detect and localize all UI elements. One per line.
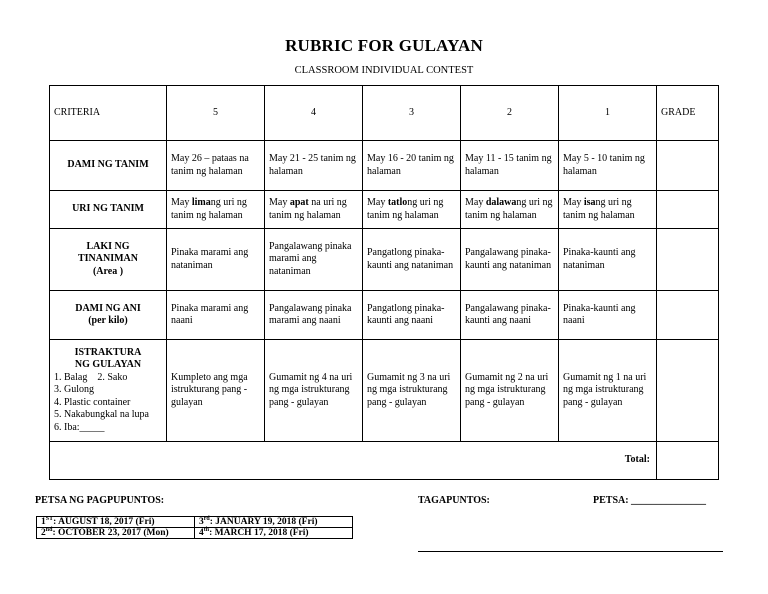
table-row [50,191,719,229]
grade-cell[interactable] [657,191,719,229]
scoring-dates-table [36,516,353,539]
rubric-cell: Pinaka-kaunti ang naani [559,291,657,340]
petsa-ng-pagpupuntos-label: PETSA NG PAGPUPUNTOS: [35,495,165,506]
rubric-cell: Kumpleto ang mga istrukturang pang - gulayan [167,340,265,442]
grade-cell[interactable] [657,229,719,291]
grade-cell[interactable] [657,291,719,340]
rubric-cell: Gumamit ng 2 na uri ng mga istrukturang pang - gulayan [461,340,559,442]
rubric-cell: May 16 - 20 tanim ng halaman [363,141,461,191]
total-label: Total: [50,442,657,480]
score-header-1: 1 [559,86,657,141]
table-row [50,141,719,191]
scoring-date: 2nd: OCTOBER 23, 2017 (Mon) [37,528,195,539]
score-header-4: 4 [265,86,363,141]
rubric-cell: Gumamit ng 4 na uri ng mga istrukturang pang - gulayan [265,340,363,442]
page-title: RUBRIC FOR GULAYAN [285,36,483,55]
rubric-cell: Gumamit ng 1 na uri ng mga istrukturang pang - gulayan [559,340,657,442]
rubric-cell: May 21 - 25 tanim ng halaman [265,141,363,191]
total-value-cell[interactable] [657,442,719,480]
score-header-2: 2 [461,86,559,141]
rubric-cell: Pinaka marami ang naani [167,291,265,340]
rubric-cell: Pangatlong pinaka-kaunti ang naani [363,291,461,340]
criteria-cell: URI NG TANIM [50,191,167,229]
score-header-3: 3 [363,86,461,141]
grade-cell[interactable] [657,141,719,191]
score-header-5: 5 [167,86,265,141]
table-row [50,340,719,442]
rubric-cell: May dalawang uri ng tanim ng halaman [461,191,559,229]
criteria-header: CRITERIA [50,86,167,141]
rubric-cell: Pinaka marami ang nataniman [167,229,265,291]
grade-header: GRADE [657,86,719,141]
rubric-cell: May 5 - 10 tanim ng halaman [559,141,657,191]
rubric-cell: May isang uri ng tanim ng halaman [559,191,657,229]
petsa-field: PETSA: _______________ [593,495,707,506]
criteria-cell: ISTRAKTURA NG GULAYAN 1. Balag 2. Sako 3. Gulong 4. Plastic container 5. Nakabungkal na lupa 6. Iba:_____ [50,340,167,442]
rubric-cell: May 26 – pataas na tanim ng halaman [167,141,265,191]
scoring-date: 4th: MARCH 17, 2018 (Fri) [195,528,353,539]
rubric-cell: Pangatlong pinaka-kaunti ang nataniman [363,229,461,291]
total-row [50,442,719,480]
scoring-date: 1ST: AUGUST 18, 2017 (Fri) [37,517,195,528]
signature-line [418,551,723,552]
rubric-cell: May tatlong uri ng tanim ng halaman [363,191,461,229]
rubric-cell: Pinaka-kaunti ang nataniman [559,229,657,291]
criteria-cell: DAMI NG ANI (per kilo) [50,291,167,340]
rubric-cell: Pangalawang pinaka marami ang nataniman [265,229,363,291]
tagapuntos-label: TAGAPUNTOS: [418,495,490,506]
grade-cell[interactable] [657,340,719,442]
criteria-cell: LAKI NG TINANIMAN (Area ) [50,229,167,291]
page-subtitle: CLASSROOM INDIVIDUAL CONTEST [294,65,474,76]
rubric-cell: Pangalawang pinaka-kaunti ang nataniman [461,229,559,291]
rubric-cell: Pangalawang pinaka-kaunti ang naani [461,291,559,340]
rubric-cell: Pangalawang pinaka marami ang naani [265,291,363,340]
scoring-date: 3rd: JANUARY 19, 2018 (Fri) [195,517,353,528]
rubric-table [49,85,719,480]
rubric-cell: May limang uri ng tanim ng halaman [167,191,265,229]
header-row [50,86,719,141]
rubric-cell: Gumamit ng 3 na uri ng mga istrukturang pang - gulayan [363,340,461,442]
rubric-cell: May apat na uri ng tanim ng halaman [265,191,363,229]
rubric-cell: May 11 - 15 tanim ng halaman [461,141,559,191]
table-row [50,229,719,291]
table-row [50,291,719,340]
criteria-cell: DAMI NG TANIM [50,141,167,191]
